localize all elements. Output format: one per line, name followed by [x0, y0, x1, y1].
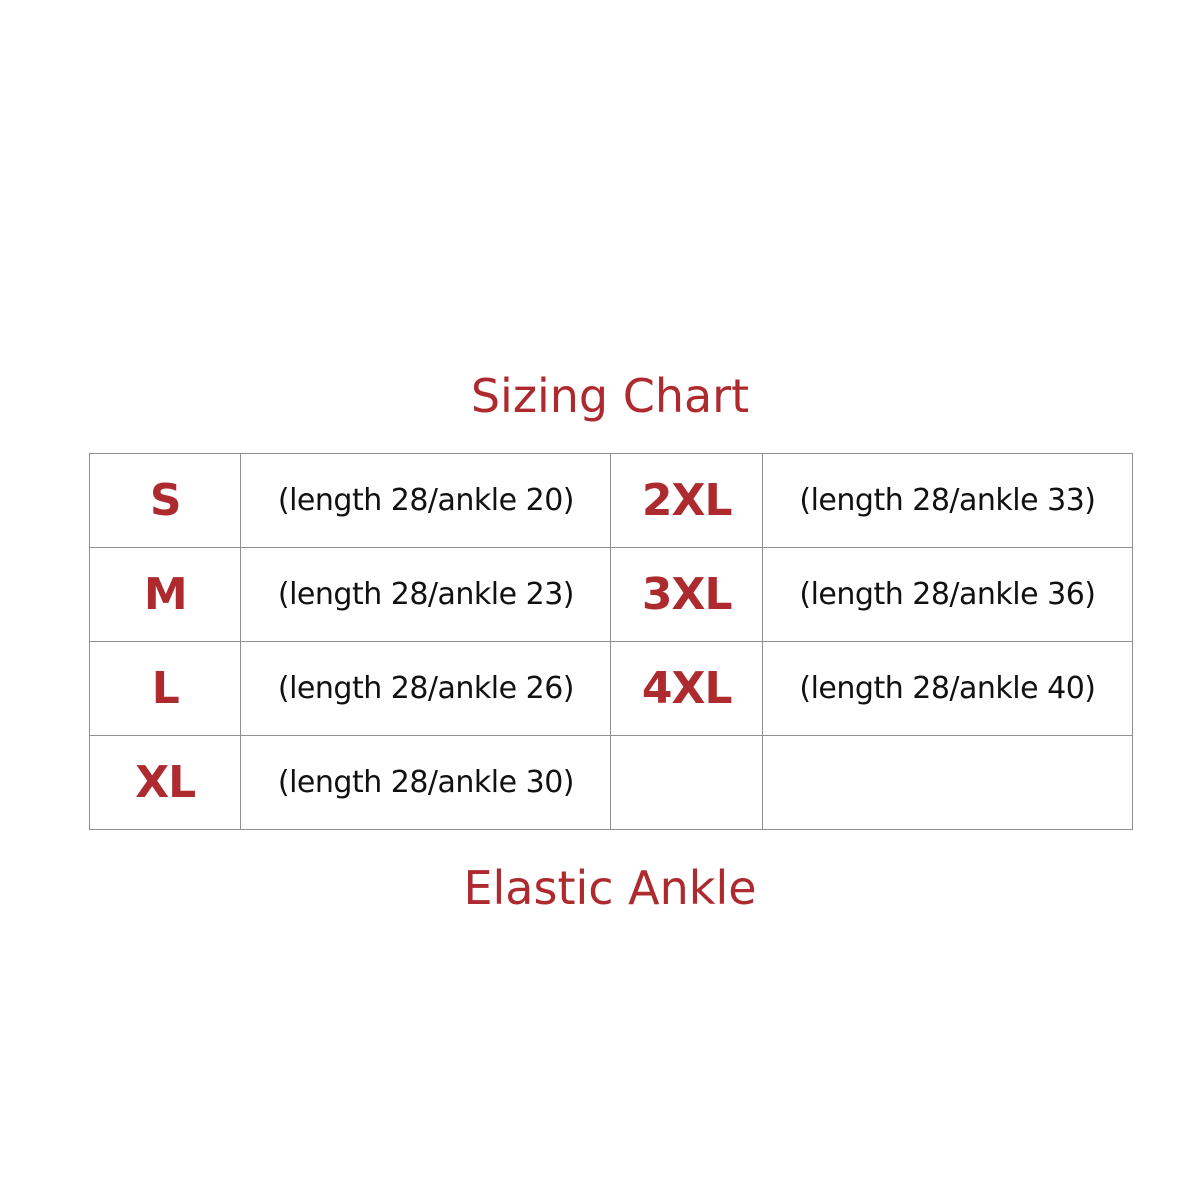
- table-row: [90, 548, 1133, 642]
- dimension-label: (length 28/ankle 33): [799, 483, 1096, 518]
- chart-title: Sizing Chart: [470, 369, 750, 423]
- empty-dimension-cell: [762, 736, 1132, 830]
- dimension-label: (length 28/ankle 20): [277, 483, 575, 518]
- size-cell: [90, 642, 241, 736]
- size-label: 2XL: [641, 475, 732, 526]
- size-cell: [90, 736, 241, 830]
- table-row: [90, 642, 1133, 736]
- dimension-cell: [241, 736, 611, 830]
- dimension-label: (length 28/ankle 23): [277, 577, 575, 612]
- size-label: 3XL: [641, 569, 732, 620]
- size-cell: [611, 548, 762, 642]
- dimension-label: (length 28/ankle 36): [799, 577, 1096, 612]
- size-label: S: [149, 475, 181, 526]
- size-label: 4XL: [641, 663, 732, 714]
- dimension-cell: [241, 454, 611, 548]
- size-cell: [90, 548, 241, 642]
- dimension-cell: [762, 642, 1132, 736]
- chart-subtitle: Elastic Ankle: [463, 861, 757, 915]
- dimension-cell: [762, 548, 1132, 642]
- size-cell: [90, 454, 241, 548]
- dimension-cell: [241, 642, 611, 736]
- empty-size-cell: [611, 736, 762, 830]
- dimension-cell: [762, 454, 1132, 548]
- sizing-table: [89, 453, 1133, 830]
- dimension-label: (length 28/ankle 26): [277, 671, 575, 706]
- size-cell: [611, 454, 762, 548]
- dimension-label: (length 28/ankle 40): [799, 671, 1096, 706]
- size-cell: [611, 642, 762, 736]
- dimension-label: (length 28/ankle 30): [277, 765, 575, 800]
- dimension-cell: [241, 548, 611, 642]
- table-row: [90, 454, 1133, 548]
- table-row: [90, 736, 1133, 830]
- size-label: M: [143, 569, 187, 620]
- size-label: L: [151, 663, 179, 714]
- size-label: XL: [135, 757, 196, 808]
